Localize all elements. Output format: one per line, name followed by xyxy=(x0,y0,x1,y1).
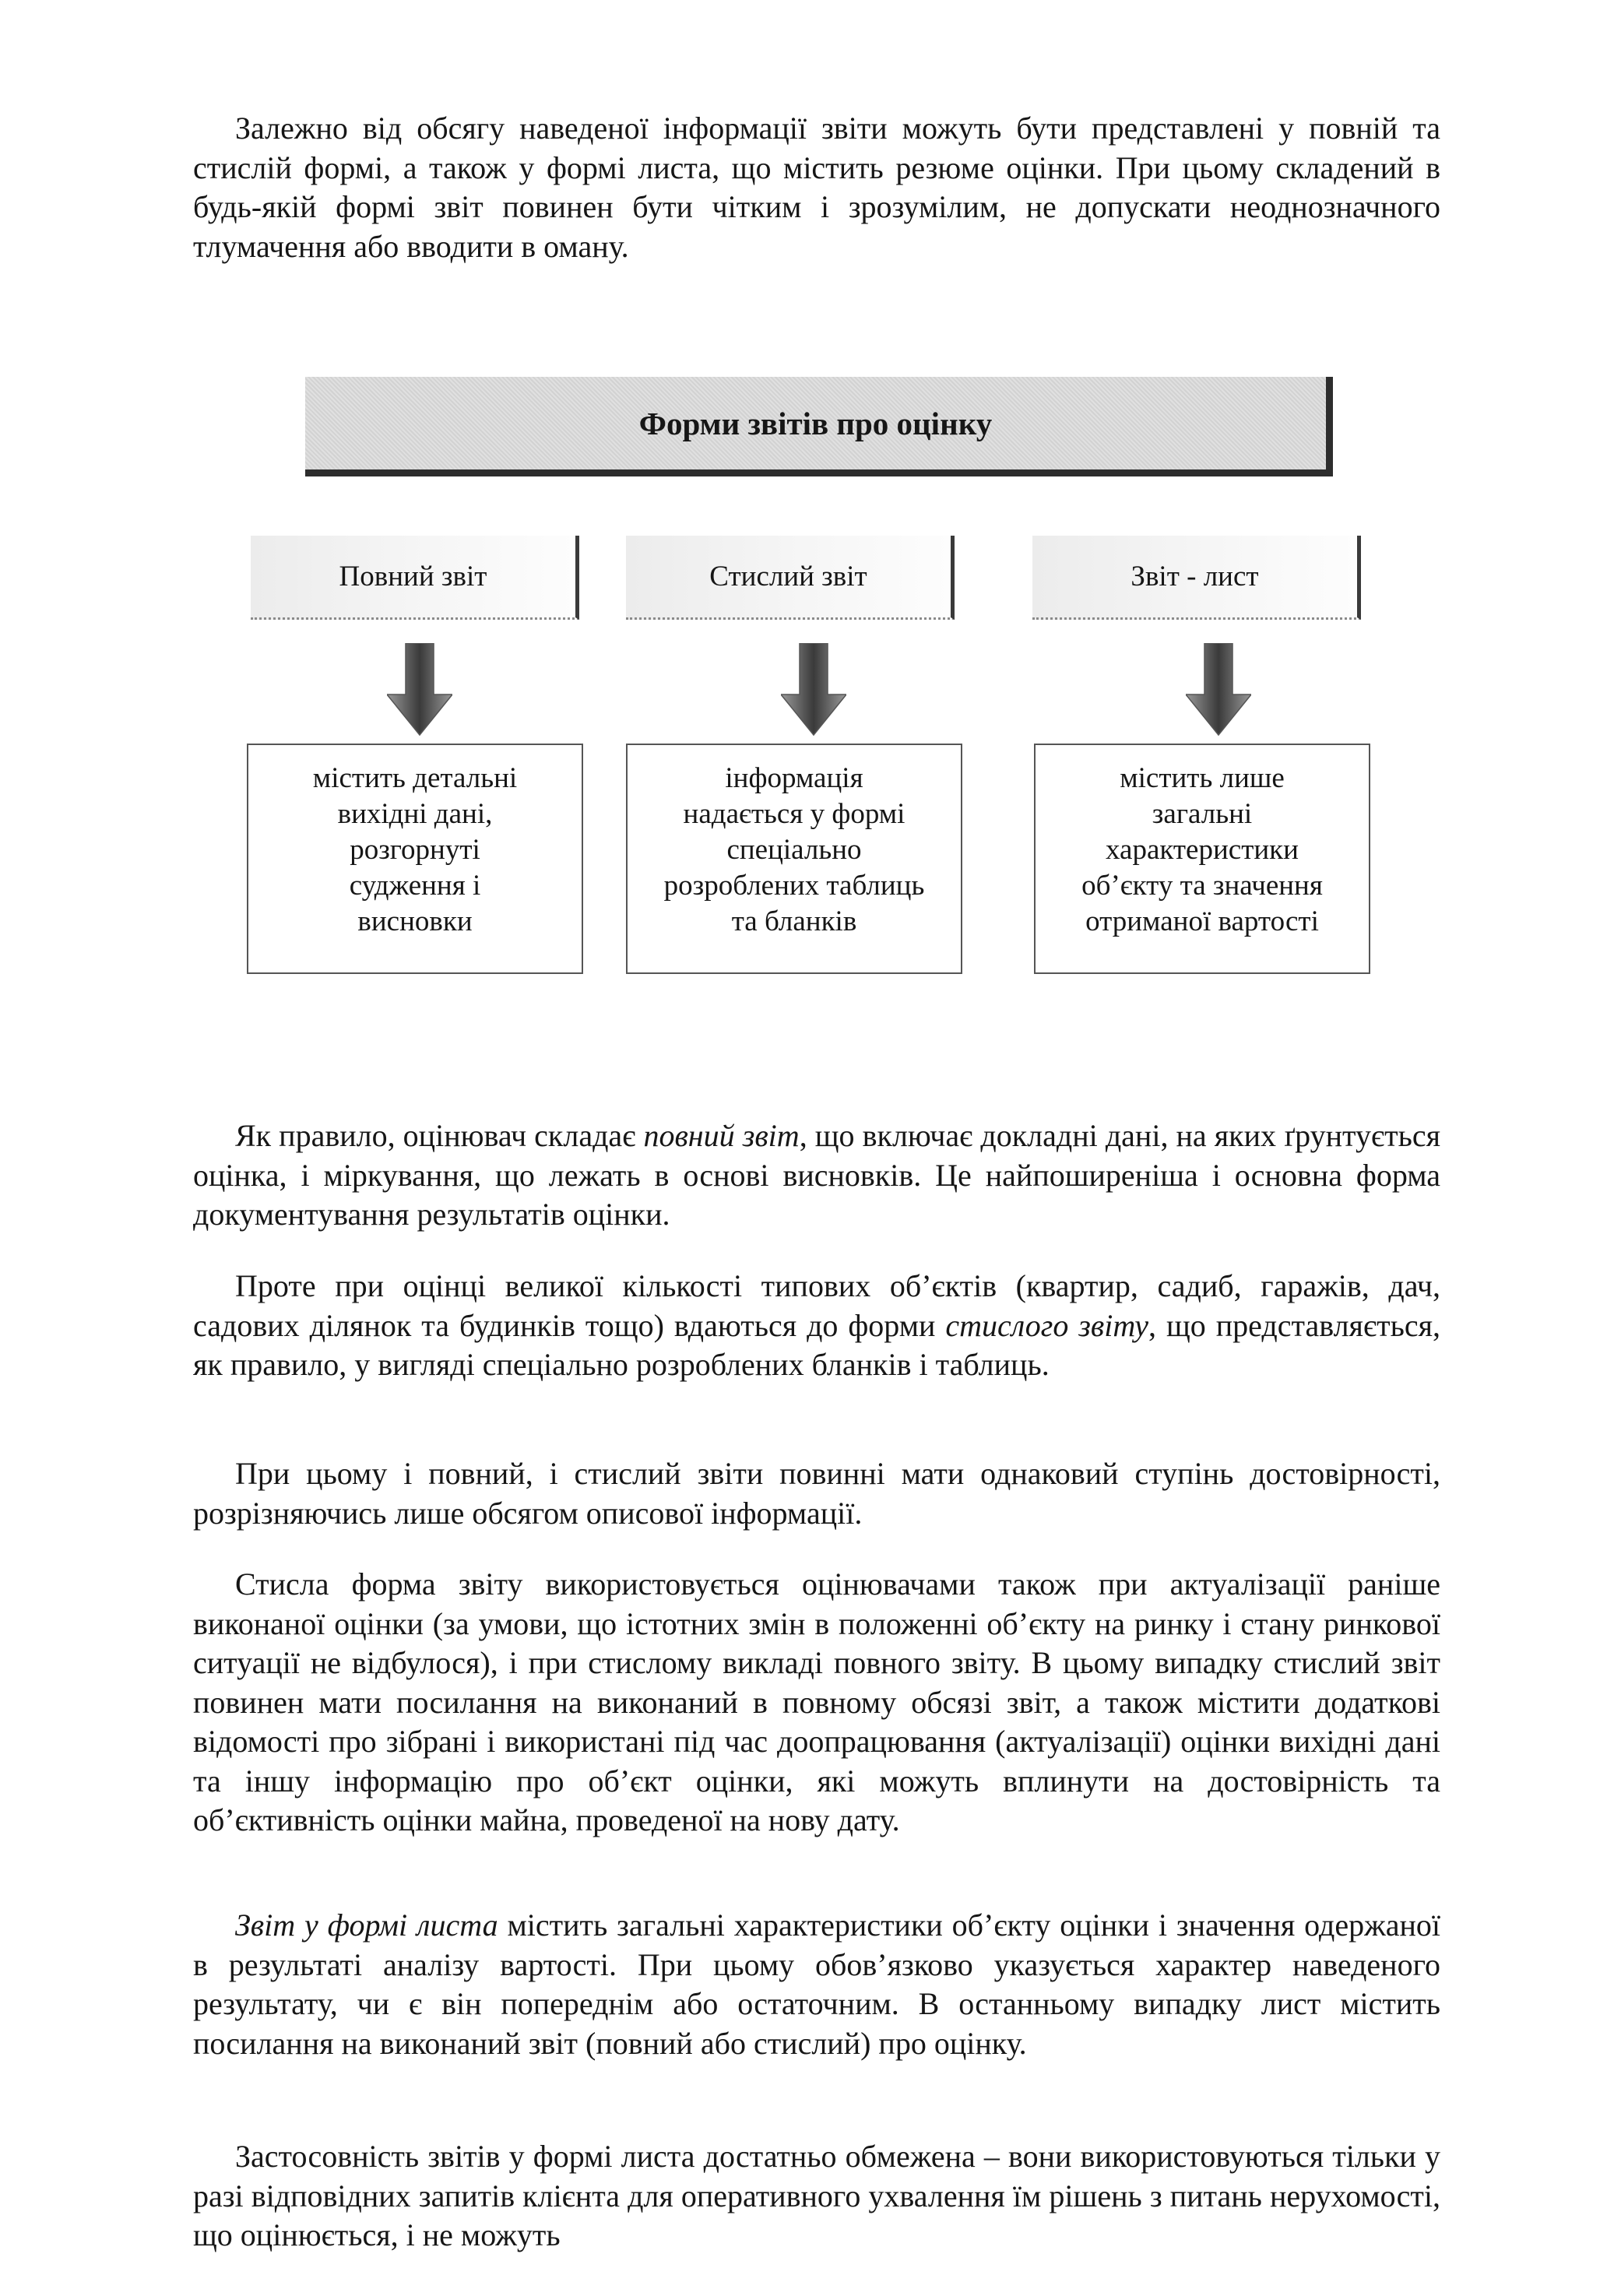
description-line: містить лише xyxy=(1120,762,1285,794)
paragraph-text: Проте при оцінці великої кількості типових об’єктів (квартир, садиб, гаражів, дач, садових ділянок та будинків тощо) вдаються до форми xyxy=(193,1268,1440,1343)
emphasis-text: стислого звіту xyxy=(945,1307,1149,1343)
short-report-heading-box xyxy=(626,536,955,620)
emphasis-text: повний звіт xyxy=(643,1118,800,1153)
description-line: судження і xyxy=(349,870,481,902)
letter-report-heading-box xyxy=(1032,536,1361,620)
paragraph-text: Як правило, оцінювач складає xyxy=(235,1118,644,1153)
paragraph-text: , що представляється, як правило, у вигляді спеціально розроблених бланків і таблиць. xyxy=(193,1307,1440,1382)
intro-paragraph: Залежно від обсягу наведеної інформації звіти можуть бути представлені у повній та стислій формі, а також у формі листа, що містить резюме оцінки. При цьому складений в будь-якій формі звіт повинен бути чітким і зрозумілим, не допускати неоднозначного тлумачення або вводити в оману. xyxy=(193,111,1440,264)
description-line: отриманої вартості xyxy=(1085,905,1319,937)
description-line: висновки xyxy=(357,905,473,937)
down-arrow-icon xyxy=(781,643,846,737)
paragraph-text: , що включає докладні дані, на яких ґрунтується оцінка, і міркування, що лежать в основі висновків. Це найпоширеніша і основна форма документування результатів оцінки. xyxy=(193,1118,1440,1232)
description-line: містить детальні xyxy=(312,762,518,794)
short-report-heading: Стислий звіт xyxy=(709,561,867,592)
description-line: та бланків xyxy=(731,905,857,937)
paragraph-short-form-usage: Стисла форма звіту використовується оцінювачами також при актуалізації раніше виконаної оцінки (за умови, що істотних змін в положенні об’єкту на ринку і стану ринкової ситуації не відбулося), і при стислому викладі повного звіту. В цьому випадку стислий звіт повинен мати посилання на виконаний в повному обсязі звіт, а також містити додаткові відомості про зібрані і використані під час доопрацювання (актуалізації) оцінки вихідні дані та іншу інформацію про об’єкт оцінки, які можуть вплинути на достовірність та об’єктивність оцінки майна, проведеної на нову дату. xyxy=(193,1566,1440,1837)
description-line: розгорнуті xyxy=(350,834,480,866)
paragraph-reliability: При цьому і повний, і стислий звіти повинні мати однаковий ступінь достовірності, розрізняючись лише обсягом описової інформації. xyxy=(193,1456,1440,1531)
letter-report-description xyxy=(1034,744,1370,974)
full-report-description xyxy=(247,744,583,974)
paragraph-short-report xyxy=(193,1267,1440,1385)
diagram-title-box xyxy=(305,377,1333,476)
emphasis-text: Звіт у формі листа xyxy=(235,1907,498,1943)
diagram-title: Форми звітів про оцінку xyxy=(638,405,993,441)
paragraph-full-report xyxy=(193,1116,1440,1235)
description-line: вихідні дані, xyxy=(337,798,493,830)
paragraph-letter-applicability: Застосовність звітів у формі листа достатньо обмежена – вони використовуються тільки у разі відповідних запитів клієнта для оперативного ухвалення їм рішень з питань нерухомості, що оцінюється, і не можуть xyxy=(193,2139,1440,2252)
down-arrow-icon xyxy=(1186,643,1251,737)
paragraph-text: містить загальні характеристики об’єкту оцінки і значення одержаної в результаті аналізу вартості. При цьому обов’язково указується характер наведеного результату, чи є він попереднім або остаточним. В останньому випадку лист містить посилання на виконаний звіт (повний або стислий) про оцінку. xyxy=(193,1907,1440,2061)
down-arrow-icon xyxy=(387,643,452,737)
short-report-description xyxy=(626,744,962,974)
paragraph-letter-report xyxy=(193,1906,1440,2063)
letter-report-heading: Звіт - лист xyxy=(1131,561,1259,592)
description-line: характеристики xyxy=(1106,834,1299,866)
description-line: об’єкту та значення xyxy=(1081,870,1323,902)
full-report-heading-box xyxy=(251,536,579,620)
description-line: інформація xyxy=(725,762,863,794)
description-line: спеціально xyxy=(726,834,862,866)
description-line: загальні xyxy=(1152,798,1253,830)
description-line: надається у формі xyxy=(683,798,905,830)
full-report-heading: Повний звіт xyxy=(339,561,487,592)
description-line: розроблених таблиць xyxy=(663,870,925,902)
